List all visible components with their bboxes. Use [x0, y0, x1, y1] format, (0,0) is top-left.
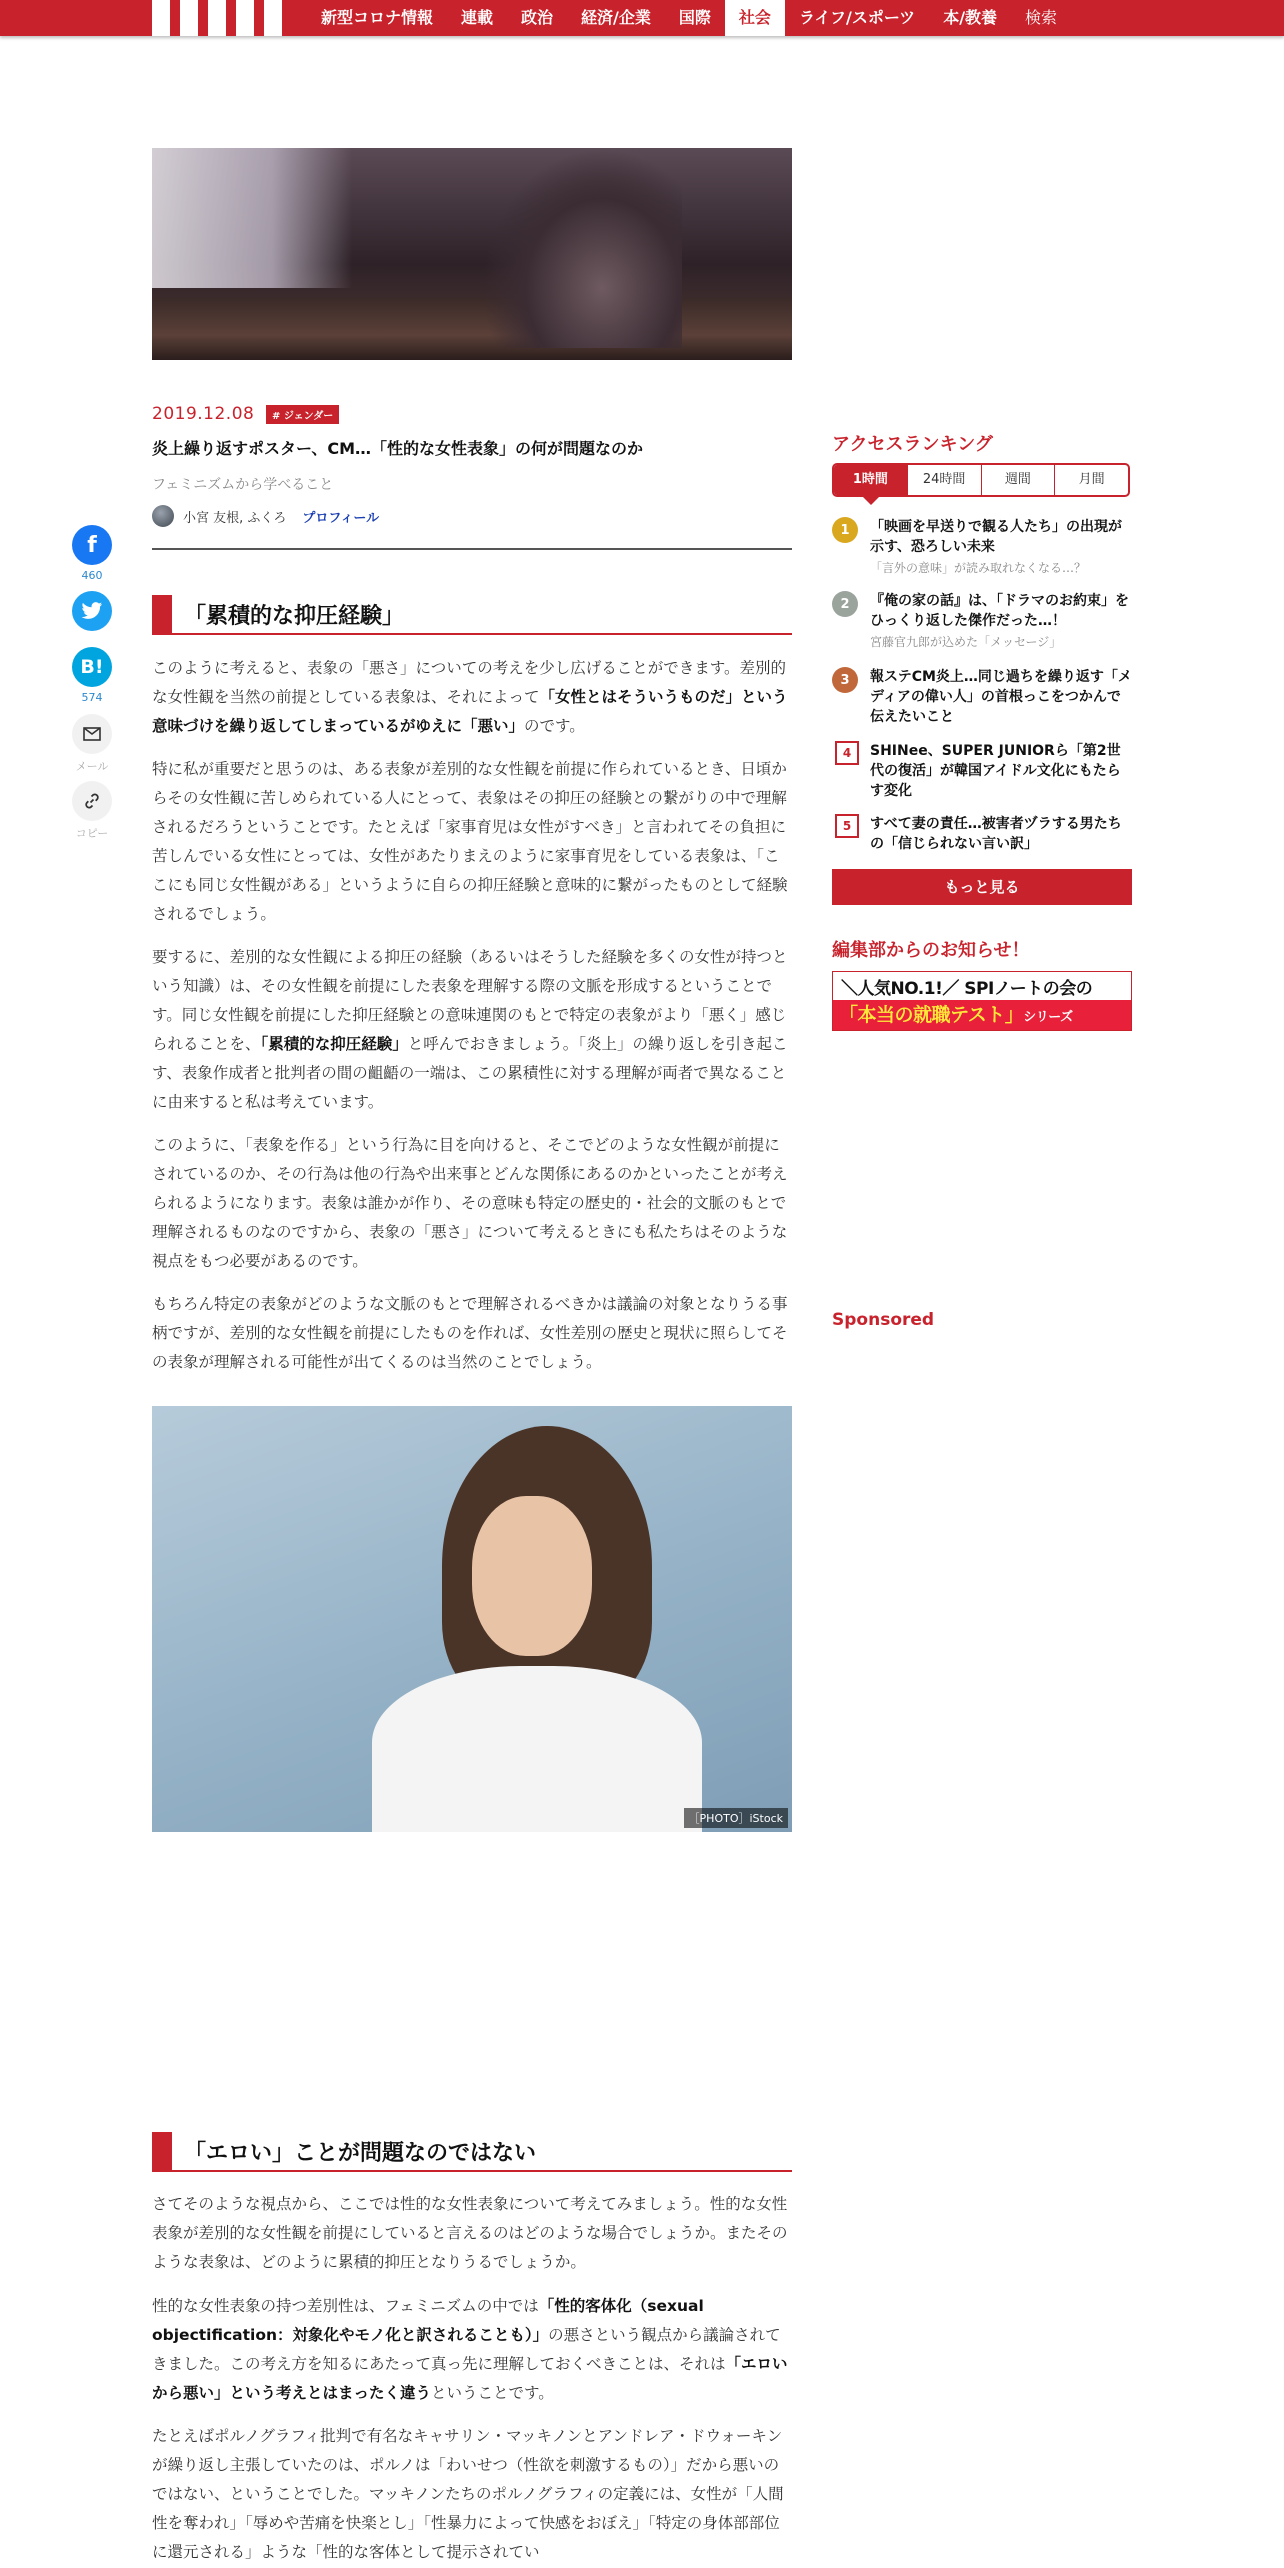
- site-logo[interactable]: [152, 0, 290, 36]
- text-bold: 「性的客体化（sexual objectification：対象化やモノ化と訳されることも）」: [152, 2297, 704, 2344]
- mail-icon[interactable]: [72, 714, 112, 754]
- photo-body: [372, 1666, 702, 1832]
- text-span: の悪さという観点から議論されてきました。この考え方を知るにあたって真っ先に理解しておくべきことは、それは: [152, 2326, 781, 2373]
- section-heading-text: 「累積的な抑圧経験」: [184, 604, 405, 629]
- paragraph-5: [152, 1290, 792, 1377]
- rank-badge: 2: [832, 591, 858, 617]
- divider: [152, 548, 792, 550]
- photo-face: [472, 1496, 592, 1656]
- nav-items: [307, 0, 1071, 36]
- share-hatena[interactable]: [70, 647, 114, 704]
- banner-line-2-suffix: シリーズ: [1023, 1010, 1073, 1025]
- article-title: 炎上繰り返すポスター、CM…「性的な女性表象」の何が問題なのか: [152, 439, 644, 458]
- share-twitter[interactable]: [70, 591, 114, 631]
- facebook-count: 460: [81, 569, 103, 582]
- sponsored-label: Sponsored: [832, 1310, 935, 1330]
- more-button[interactable]: もっと見る: [832, 869, 1132, 905]
- ranking-item-title[interactable]: SHINee、SUPER JUNIORら「第2世代の復活」が韓国アイドル文化にもたらす変化: [870, 743, 1121, 799]
- text-span: 性的な女性表象の持つ差別性は、フェミニズムの中では: [152, 2297, 539, 2315]
- banner-line-2-text: 「本当の就職テスト」: [839, 1004, 1024, 1026]
- profile-link[interactable]: プロフィール: [302, 510, 380, 526]
- nav-item-society[interactable]: 社会: [725, 0, 785, 36]
- paragraph-7: [152, 2292, 792, 2408]
- spi-banner[interactable]: [832, 971, 1132, 1031]
- photo-credit: ［PHOTO］iStock: [684, 1808, 788, 1828]
- text-span: もちろん特定の表象がどのような文脈のもとで理解されるべきかは議論の対象となりうる事柄ですが、差別的な女性観を前提にしたものを作れば、女性差別の歴史と現状に照らしてその表象が理解される可能性が出てくるのは当然のことでしょう。: [152, 1295, 788, 1371]
- text-span: 特に私が重要だと思うのは、ある表象が差別的な女性観を前提に作られているとき、日頃からその女性観に苦しめられている人にとって、表象はその抑圧の経験との繋がりの中で理解されるだろうということです。たとえば「家事育児は女性がすべき」と言われてその負担に苦しんでいる女性にとっては、女性があたりまえのように家事育児をしている表象は、「ここにも同じ女性観がある」というように自らの抑圧経験と意味的に繋がったものとして経験されるでしょう。: [152, 760, 788, 923]
- rank-badge: 4: [835, 741, 859, 765]
- rank-badge: 3: [832, 667, 858, 693]
- ranking-tabs: [832, 463, 1130, 497]
- facebook-icon[interactable]: f: [72, 525, 112, 565]
- mail-label: メール: [75, 760, 109, 773]
- hero-window-light: [152, 148, 352, 288]
- text-span: このように考えると、表象の「悪さ」についての考えを少し広げることができます。差別的な女性観を当然の前提としている表象は、それによって: [152, 659, 786, 706]
- heading-accent-bar: [152, 2132, 172, 2170]
- ranking-item-title[interactable]: 報ステCM炎上…同じ過ちを繰り返す「メディアの偉い人」の首根っこをつかんで伝えたいこと: [870, 669, 1132, 725]
- nav-item-economy[interactable]: 経済/企業: [581, 8, 651, 27]
- nav-item-life-sports[interactable]: ライフ/スポーツ: [798, 8, 916, 27]
- hero-image: [152, 148, 792, 360]
- section-heading-2: [152, 2132, 792, 2172]
- top-nav: [0, 0, 1284, 36]
- share-facebook[interactable]: [70, 525, 114, 582]
- nav-item-series[interactable]: 連載: [461, 8, 494, 27]
- rank-badge: 1: [832, 517, 858, 543]
- article-series[interactable]: フェミニズムから学べること: [152, 477, 334, 493]
- text-span: さてそのような視点から、ここでは性的な女性表象について考えてみましょう。性的な女性表象が差別的な女性観を前提にしていると言えるのはどのような場合でしょうか。またそのような表象は、どのように累積的抑圧となりうるでしょうか。: [152, 2195, 788, 2271]
- text-span: このように、「表象を作る」という行為に目を向けると、そこでどのような女性観が前提にされているのか、その行為は他の行為や出来事とどんな関係にあるのかといったことが考えられるようになります。表象は誰かが作り、その意味も特定の歴史的・社会的文脈のもとで理解されるものなのですから、表象の「悪さ」について考えるときにも私たちはそのような視点をもつ必要があるのです。: [152, 1136, 788, 1270]
- twitter-icon[interactable]: [72, 591, 112, 631]
- text-span: たとえばポルノグラフィ批判で有名なキャサリン・マッキノンとアンドレア・ドウォーキンが繰り返し主張していたのは、ポルノは「わいせつ（性欲を刺激するもの）」だから悪いのではない、ということでした。マッキノンたちのポルノグラフィの定義には、女性が「人間性を奪われ」「辱めや苦痛を快楽とし」「性暴力によって快感をおぼえ」「特定の身体部部位に還元される」ような「性的な客体として提示されてい: [152, 2427, 784, 2561]
- ranking-item-4[interactable]: [832, 741, 1132, 801]
- link-icon[interactable]: [72, 781, 112, 821]
- article-tag[interactable]: # ジェンダー: [266, 405, 339, 424]
- ranking-item-title[interactable]: すべて妻の責任…被害者ヅラする男たちの「信じられない言い訳」: [870, 816, 1122, 852]
- tab-weekly[interactable]: 週間: [981, 465, 1055, 495]
- banner-line-1: ＼人気NO.1!／ SPIノートの会の: [841, 979, 1093, 999]
- section-heading-1: [152, 595, 792, 635]
- share-copy[interactable]: [70, 781, 114, 841]
- hatena-count: 574: [81, 691, 103, 704]
- hero-floor: [152, 298, 792, 360]
- ranking-item-3[interactable]: [832, 667, 1132, 727]
- paragraph-8: [152, 2422, 792, 2567]
- ranking-item-1[interactable]: [832, 517, 1132, 577]
- ranking-item-sub: 宮藤官九郎が込めた「メッセージ」: [870, 635, 1062, 649]
- text-bold: 「女性とはそういうものだ」という意味づけを繰り返してしまっているがゆえに「悪い」: [152, 688, 788, 735]
- nav-item-books[interactable]: 本/教養: [943, 8, 998, 27]
- nav-search[interactable]: 検索: [1025, 8, 1058, 27]
- text-span: のです。: [524, 717, 585, 735]
- section-heading-text: 「エロい」ことが問題なのではない: [184, 2141, 537, 2166]
- ranking-item-2[interactable]: [832, 591, 1132, 651]
- banner-line-2: [833, 1000, 1131, 1030]
- article-date: 2019.12.08: [152, 404, 255, 424]
- article-photo: [152, 1406, 792, 1832]
- paragraph-3: [152, 943, 792, 1117]
- ranking-item-title[interactable]: 『俺の家の話』は、「ドラマのお約束」をひっくり返した傑作だった…！: [870, 593, 1129, 629]
- nav-item-corona[interactable]: 新型コロナ情報: [321, 8, 434, 27]
- author-avatar: [152, 505, 174, 527]
- tab-1hour[interactable]: 1時間: [834, 465, 907, 495]
- notice-title: 編集部からのお知らせ！: [832, 940, 1030, 961]
- paragraph-2: [152, 755, 792, 929]
- author-row: [152, 505, 379, 527]
- text-bold: 「累積的な抑圧経験」: [260, 1035, 408, 1053]
- nav-item-politics[interactable]: 政治: [521, 8, 554, 27]
- share-mail[interactable]: [70, 714, 114, 774]
- copy-label: コピー: [75, 827, 109, 840]
- text-span: 要するに、差別的な女性観による抑圧の経験（あるいはそうした経験を多くの女性が持つという知識）は、その女性観を前提にした表象を理解する際の文脈を形成するということです。同じ女性観を前提にした抑圧経験との意味連関のもとで特定の表象がより「悪く」感じられることを、: [152, 948, 788, 1053]
- hatena-bookmark-icon[interactable]: B!: [72, 647, 112, 687]
- tab-24hours[interactable]: 24時間: [907, 465, 981, 495]
- ranking-item-title[interactable]: 「映画を早送りで観る人たち」の出現が示す、恐ろしい未来: [870, 519, 1122, 555]
- nav-item-international[interactable]: 国際: [678, 8, 711, 27]
- ranking-item-5[interactable]: [832, 814, 1132, 854]
- paragraph-4: [152, 1131, 792, 1276]
- ranking-title: アクセスランキング: [832, 434, 993, 455]
- tab-monthly[interactable]: 月間: [1054, 465, 1128, 495]
- rank-badge: 5: [835, 814, 859, 838]
- paragraph-6: [152, 2190, 792, 2277]
- ranking-item-sub: 「言外の意味」が読み取れなくなる…？: [870, 561, 1087, 575]
- heading-accent-bar: [152, 595, 172, 633]
- text-span: と呼んでおきましょう。「炎上」の繰り返しを引き起こす、表象作成者と批判者の間の齟齬の一端は、この累積性に対する理解が両者で異なることに由来すると私は考えています。: [152, 1035, 788, 1111]
- text-bold: 「エロいから悪い」という考えとはまったく違う: [152, 2355, 788, 2402]
- paragraph-1: [152, 654, 792, 741]
- active-tab-pointer: [863, 497, 879, 505]
- hero-figure: [482, 148, 682, 348]
- author-name: 小宮 友根, ふくろ: [183, 510, 287, 526]
- text-span: ということです。: [431, 2384, 554, 2402]
